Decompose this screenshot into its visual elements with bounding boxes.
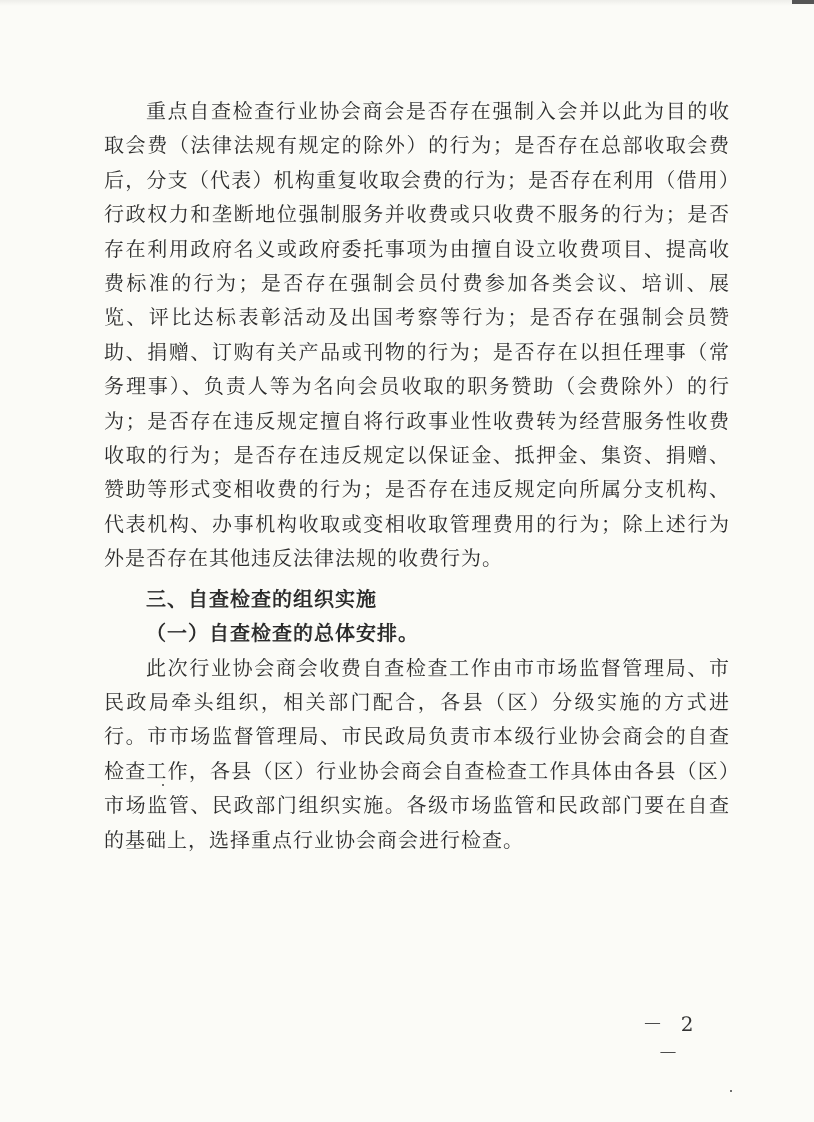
page-number: － 2 － — [642, 1012, 700, 1065]
scan-speck — [730, 1090, 732, 1092]
scan-corner-mark — [792, 0, 814, 4]
scan-edge — [0, 0, 814, 6]
section-heading-organization: 三、自查检查的组织实施 — [146, 586, 377, 611]
subsection-heading-overall-arrangement: （一）自查检查的总体安排。 — [146, 621, 419, 646]
body-paragraph-fee-checks: 重点自查检查行业协会商会是否存在强制入会并以此为目的收取会费（法律法规有规定的除外）的行为；是否存在总部收取会费后，分支（代表）机构重复收取会费的行为；是否存在利用（借用）行政权力和垄断地位强制服务并收费或只收费不服务的行为；是否存在利用政府名义或政府委托事项为由擅自设立收费项目、提高收费标准的行为；是否存在强制会员付费参加各类会议、培训、展览、评比达标表彰活动及出国考察等行为；是否存在强制会员赞助、捐赠、订购有关产品或刊物的行为；是否存在以担任理事（常务理事）、负责人等为名向会员收取的职务赞助（会费除外）的行为；是否存在违反规定擅自将行政事业性收费转为经营服务性收费收取的行为；是否存在违反规定以保证金、抵押金、集资、捐赠、赞助等形式变相收费的行为；是否存在违反规定向所属分支机构、代表机构、办事机构收取或变相收取管理费用的行为；除上述行为外是否存在其他违反法律法规的收费行为。 — [104, 99, 730, 571]
body-paragraph-arrangement: 此次行业协会商会收费自查检查工作由市市场监督管理局、市民政局牵头组织，相关部门配合，各县（区）分级实施的方式进行。市市场监督管理局、市民政局负责市本级行业协会商会的自查检查工作，各县（区）行业协会商会自查检查工作具体由各县（区）市场监管、民政部门组织实施。各级市场监管和民政部门要在自查的基础上，选择重点行业协会商会进行检查。 — [104, 655, 730, 852]
document-page — [104, 94, 730, 857]
scan-speck — [162, 784, 164, 786]
